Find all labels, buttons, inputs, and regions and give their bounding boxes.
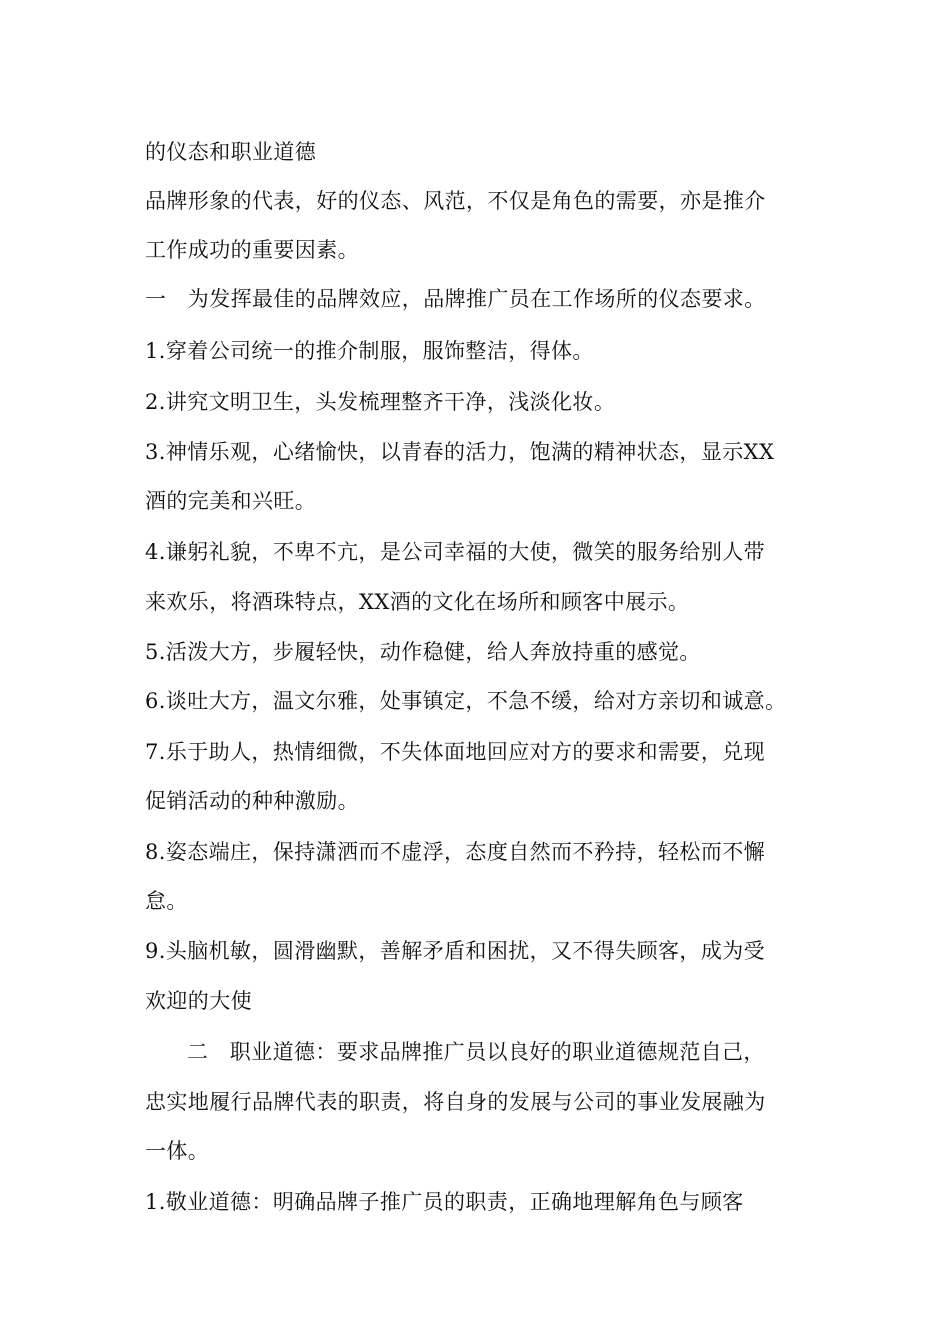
section-heading: 一 为发挥最佳的品牌效应，品牌推广员在工作场所的仪态要求。 [145,287,766,311]
text-line: 促销活动的种种激励。 [145,789,359,813]
text-line: 工作成功的重要因素。 [145,238,359,262]
text-line: 欢迎的大使 [145,989,252,1013]
text-line: 品牌形象的代表，好的仪态、风范，不仅是角色的需要，亦是推介 [145,189,766,213]
list-item: 8.姿态端庄，保持潇洒而不虚浮，态度自然而不矜持，轻松而不懈 [145,840,766,864]
list-item: 6.谈吐大方，温文尔雅，处事镇定，不急不缓，给对方亲切和诚意。 [145,689,787,713]
text-line: 的仪态和职业道德 [145,140,317,164]
list-item: 1.穿着公司统一的推介制服，服饰整洁，得体。 [145,339,594,363]
list-item: 9.头脑机敏，圆滑幽默，善解矛盾和困扰，又不得失顾客，成为受 [145,939,766,963]
list-item: 3.神情乐观，心绪愉快，以青春的活力，饱满的精神状态，显示XX [145,440,775,464]
section-heading: 二 职业道德：要求品牌推广员以良好的职业道德规范自己， [187,1040,765,1064]
list-item: 5.活泼大方，步履轻快，动作稳健，给人奔放持重的感觉。 [145,640,701,664]
list-item: 1.敬业道德：明确品牌子推广员的职责，正确地理解角色与顾客 [145,1190,744,1214]
list-item: 4.谦躬礼貌，不卑不亢，是公司幸福的大使，微笑的服务给别人带 [145,540,766,564]
list-item: 2.讲究文明卫生，头发梳理整齐干净，浅淡化妆。 [145,390,616,414]
text-line: 酒的完美和兴旺。 [145,489,317,513]
text-line: 来欢乐，将酒珠特点，XX酒的文化在场所和顾客中展示。 [145,590,690,614]
text-line: 怠。 [145,889,188,913]
text-line: 忠实地履行品牌代表的职责，将自身的发展与公司的事业发展融为 [145,1090,766,1114]
list-item: 7.乐于助人，热情细微，不失体面地回应对方的要求和需要，兑现 [145,740,766,764]
text-line: 一体。 [145,1139,210,1163]
